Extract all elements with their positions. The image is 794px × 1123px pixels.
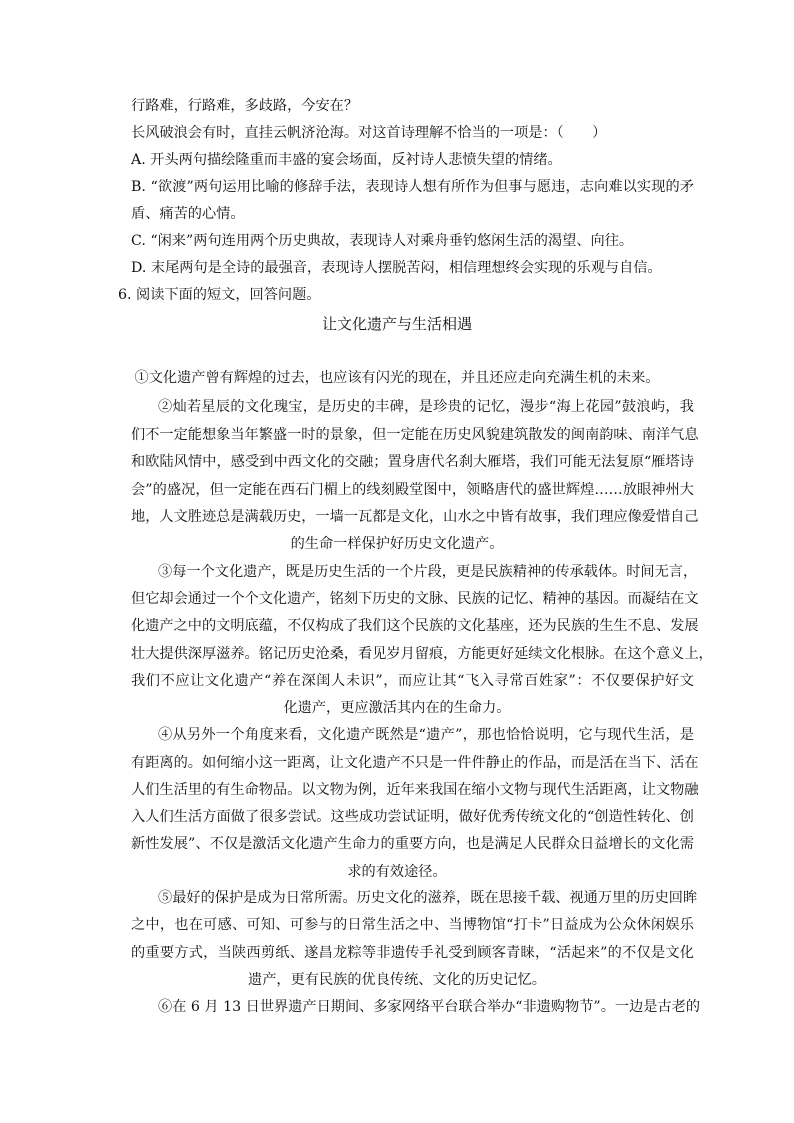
paragraph-4-line: 有距离的。如何缩小这一距离，让文化遗产不只是一件件静止的作品，而是活在当下、活在 — [131, 755, 699, 771]
paragraph-2-line: 的生命一样保护好历史文化遗产。 — [290, 536, 504, 552]
paragraph-5-line: ⑤最好的保护是成为日常所需。历史文化的滋养，既在思接千载、视通万里的历史回眸 — [158, 890, 698, 906]
paragraph-2-line: 地，人文胜迹总是满载历史，一墙一瓦都是文化，山水之中皆有故事，我们理应像爱惜自己 — [131, 509, 699, 525]
paragraph-5-line: 遗产，更有民族的优良传统、文化的历史记忆。 — [248, 972, 546, 988]
paragraph-5-line: 之中，也在可感、可知、可参与的日常生活之中、当博物馆“打卡”日益成为公众休闲娱乐 — [131, 917, 694, 933]
paragraph-5-line: 的重要方式，当陕西剪纸、遂昌龙粽等非遗传手礼受到顾客青睐，“活起来”的不仅是文化 — [131, 945, 694, 961]
option-c: C. “闲来”两句连用两个历史典故，表现诗人对乘舟垂钓悠闲生活的渴望、向往。 — [131, 233, 634, 249]
paragraph-2-line: 和欧陆风情中，感受到中西文化的交融；置身唐代名刹大雁塔，我们可能无法复原“雁塔诗 — [131, 454, 694, 470]
paragraph-3-line: 我们不应让文化遗产“养在深闺人未识”，而应让其“飞入寻常百姓家”：不仅要保护好文 — [131, 673, 694, 689]
paragraph-3-line: 化遗产，更应激活其内在的生命力。 — [283, 700, 511, 716]
paragraph-4-line: 新性发展”、不仅是激活文化遗产生命力的重要方向，也是满足人民群众日益增长的文化需 — [131, 836, 694, 852]
paragraph-6-line: ⑥在 6 月 13 日世界遗产日期间、多家网络平台联合举办“非遗购物节”。一边是古老的 — [158, 999, 701, 1015]
paragraph-4-line: 入人们生活方面做了很多尝试。这些成功尝试证明，做好优秀传统文化的“创造性转化、创 — [131, 809, 694, 825]
option-b: B. “欲渡”两句运用比喻的修辞手法，表现诗人想有所作为但事与愿违，志向难以实现的矛 — [131, 179, 694, 195]
paragraph-4-line: ④从另外一个角度来看，文化遗产既然是“遗产”，那也恰恰说明，它与现代生活，是 — [158, 727, 694, 743]
paragraph-3-line: 壮大提供深厚滋养。铭记历史沧桑，看见岁月留痕，方能更好延续文化根脉。在这个意义上， — [131, 646, 713, 662]
question-6: 6. 阅读下面的短文，回答问题。 — [118, 287, 321, 303]
question-stem: 长风破浪会有时，直挂云帆济沧海。对这首诗理解不恰当的一项是：（ ） — [131, 125, 607, 141]
article-title: 让文化遗产与生活相遇 — [321, 315, 472, 333]
paragraph-2-line: ②灿若星辰的文化瑰宝，是历史的丰碑，是珍贵的记忆，漫步“海上花园”鼓浪屿，我 — [158, 399, 694, 415]
paragraph-3-line: 化遗产之中的文明底蕴，不仅构成了我们这个民族的文化基座，还为民族的生生不息、发展 — [131, 618, 699, 634]
option-a: A. 开头两句描绘隆重而丰盛的宴会场面，反衬诗人悲愤失望的情绪。 — [131, 152, 562, 168]
poem-line: 行路难，行路难，多歧路，今安在？ — [131, 98, 359, 114]
option-b-cont: 盾、痛苦的心情。 — [131, 206, 245, 222]
paragraph-1: ①文化遗产曾有辉煌的过去，也应该有闪光的现在，并且还应走向充满生机的未来。 — [134, 370, 660, 386]
option-d: D. 末尾两句是全诗的最强音，表现诗人摆脱苦闷，相信理想终会实现的乐观与自信。 — [131, 260, 662, 276]
paragraph-4-line: 人们生活里的有生命物品。以文物为例，近年来我国在缩小文物与现代生活距离，让文物融 — [131, 782, 699, 798]
paragraph-3-line: 但它却会通过一个个文化遗产，铭刻下历史的文脉、民族的记忆、精神的基因。而凝结在文 — [131, 591, 699, 607]
paragraph-3-line: ③每一个文化遗产，既是历史生活的一个片段，更是民族精神的传承载体。时间无言， — [158, 564, 698, 580]
paragraph-2-line: 会”的盛况，但一定能在西石门楣上的线刻殿堂图中，领略唐代的盛世辉煌……放眼神州大 — [131, 482, 694, 498]
paragraph-4-line: 求的有效途径。 — [347, 864, 447, 880]
paragraph-2-line: 们不一定能想象当年繁盛一时的景象，但一定能在历史风貌建筑散发的闽南韵味、南洋气息 — [131, 427, 699, 443]
